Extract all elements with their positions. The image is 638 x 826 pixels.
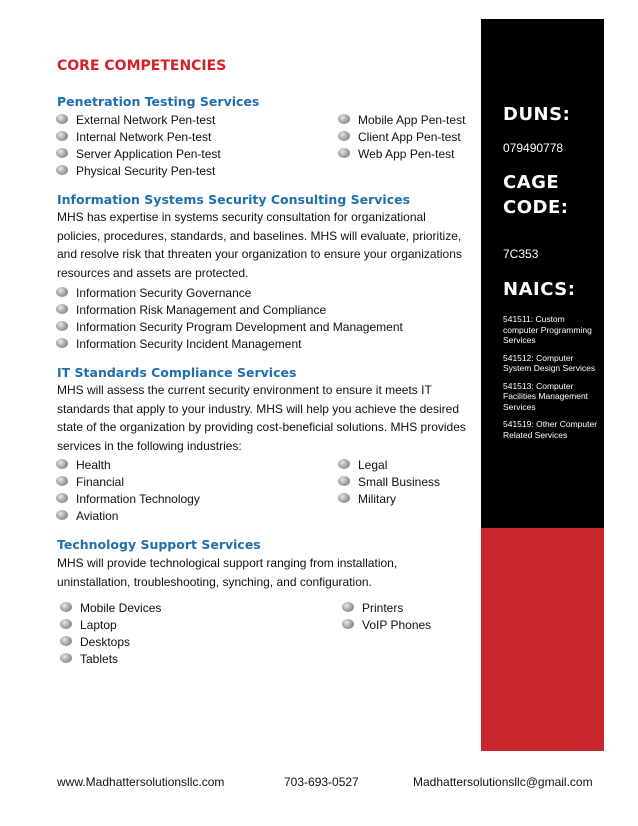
tss-list-col2 (342, 600, 431, 634)
sidebar-top-panel (481, 19, 604, 528)
section-title-itsc: IT Standards Compliance Services (57, 365, 297, 380)
bullet-icon (56, 476, 68, 486)
list-item: Information Security Governance (56, 285, 403, 302)
list-item: Legal (338, 457, 440, 474)
naics-item: 541512: Computer System Design Services (503, 352, 596, 373)
list-item: Laptop (60, 617, 161, 634)
bullet-icon (60, 602, 72, 612)
tss-list-col1 (60, 600, 161, 668)
list-item: Printers (342, 600, 431, 617)
bullet-icon (342, 619, 354, 629)
naics-item: 541519: Other Computer Related Services (503, 419, 598, 440)
list-item: Small Business (338, 474, 440, 491)
pentest-list-col2 (338, 112, 465, 163)
bullet-icon (56, 493, 68, 503)
bullet-icon (56, 287, 68, 297)
list-item: Web App Pen-test (338, 146, 465, 163)
list-item: Server Application Pen-test (56, 146, 221, 163)
footer-email-link[interactable]: Madhattersolutionsllc@gmail.com (413, 775, 593, 789)
section-title-iscs: Information Systems Security Consulting Services (57, 192, 411, 207)
itsc-list-col2 (338, 457, 440, 508)
duns-value: 079490778 (503, 141, 564, 155)
bullet-icon (56, 510, 68, 520)
list-item: Tablets (60, 651, 161, 668)
list-item: Financial (56, 474, 200, 491)
naics-item: 541511: Custom computer Programming Services (503, 314, 592, 345)
duns-label: DUNS: (503, 104, 571, 125)
list-item: Internal Network Pen-test (56, 129, 221, 146)
list-item: Health (56, 457, 200, 474)
list-item: Mobile Devices (60, 600, 161, 617)
itsc-list-col1 (56, 457, 200, 525)
list-item: Mobile App Pen-test (338, 112, 465, 129)
bullet-icon (56, 165, 68, 175)
list-item: External Network Pen-test (56, 112, 221, 129)
list-item: Information Security Program Development and Management (56, 319, 403, 336)
list-item: Information Technology (56, 491, 200, 508)
bullet-icon (338, 114, 350, 124)
list-item: Information Security Incident Management (56, 336, 403, 353)
bullet-icon (56, 114, 68, 124)
bullet-icon (60, 636, 72, 646)
itsc-description: MHS will assess the current security environment to ensure it meets IT standards that apply to your industry. MHS will help you achieve the desired state of the organization by providing cost-beneficial solutions. MHS provides services in the following industries: (57, 383, 466, 453)
bullet-icon (56, 338, 68, 348)
list-item: Client App Pen-test (338, 129, 465, 146)
iscs-list (56, 285, 403, 353)
bullet-icon (60, 619, 72, 629)
bullet-icon (338, 131, 350, 141)
footer-phone[interactable]: 703-693-0527 (284, 775, 359, 789)
bullet-icon (56, 459, 68, 469)
list-item: Aviation (56, 508, 200, 525)
bullet-icon (338, 148, 350, 158)
cage-value: 7C353 (503, 247, 539, 261)
naics-item: 541513: Computer Facilities Management Services (503, 380, 589, 412)
bullet-icon (338, 493, 350, 503)
list-item: Physical Security Pen-test (56, 163, 221, 180)
cage-label: CAGE (503, 172, 560, 193)
bullet-icon (60, 653, 72, 663)
list-item: VoIP Phones (342, 617, 431, 634)
list-item: Desktops (60, 634, 161, 651)
list-item: Information Risk Management and Compliance (56, 302, 403, 319)
bullet-icon (342, 602, 354, 612)
bullet-icon (56, 321, 68, 331)
bullet-icon (56, 148, 68, 158)
section-title-tss: Technology Support Services (57, 537, 261, 552)
bullet-icon (56, 304, 68, 314)
naics-list (503, 314, 599, 447)
bullet-icon (56, 131, 68, 141)
bullet-icon (338, 476, 350, 486)
footer-website-link[interactable]: www.Madhattersolutionsllc.com (57, 775, 225, 789)
cage-code-label: CODE: (503, 197, 569, 218)
bullet-icon (338, 459, 350, 469)
iscs-description: MHS has expertise in systems security consultation for organizational policies, procedures, standards, and baselines. MHS will evaluate, prioritize, and resolve risk that threaten your organization to ensure your organizations resources and assets are protected. (57, 210, 462, 280)
tss-description: MHS will provide technological support ranging from installation, uninstallation, troubleshooting, synching, and configuration. (57, 556, 398, 589)
pentest-list-col1 (56, 112, 221, 180)
page-title: CORE COMPETENCIES (57, 58, 227, 74)
list-item: Military (338, 491, 440, 508)
sidebar-bottom-panel (481, 528, 604, 751)
section-title-pentest: Penetration Testing Services (57, 94, 260, 109)
naics-label: NAICS: (503, 279, 576, 300)
